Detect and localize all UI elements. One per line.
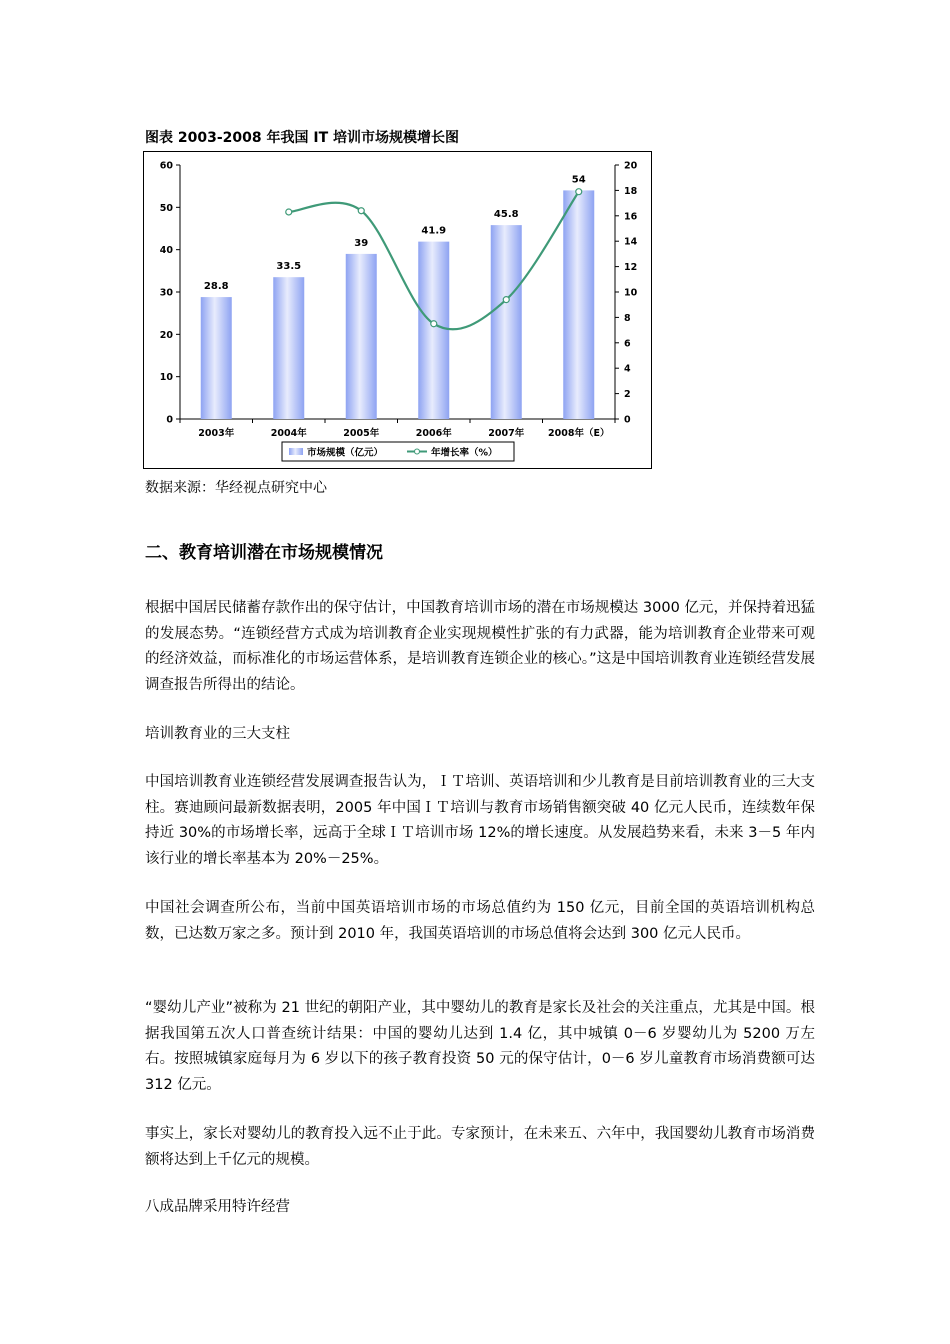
- y-tick-label-left: 50: [159, 202, 173, 214]
- bar-data-label: 54: [571, 174, 586, 186]
- y-tick-label-left: 10: [159, 372, 173, 384]
- subheading-franchise: 八成品牌采用特许经营: [145, 1199, 290, 1215]
- growth-rate-point: [503, 297, 509, 303]
- paragraph-three-pillars: 中国培训教育业连锁经营发展调查报告认为，ＩＴ培训、英语培训和少儿教育是目前培训教育业的三大支柱。赛迪顾问最新数据表明，2005 年中国ＩＴ培训与教育市场销售额突破 40 亿元人民币，连续数年保持近 30%的市场增长率，远高于全球ＩＴ培训市场 12%的增长速度。从发展趋势来看，未来 3－5 年内该行业的增长率基本为 20%－25%。: [145, 774, 815, 867]
- y-tick-label-left: 0: [166, 414, 173, 426]
- data-source: 数据来源：华经视点研究中心: [145, 480, 327, 496]
- y-tick-label-right: 18: [624, 185, 638, 197]
- y-tick-label-left: 30: [159, 287, 173, 299]
- paragraph-english-training: 中国社会调查所公布，当前中国英语培训市场的市场总值约为 150 亿元，目前全国的英语培训机构总数，已达数万家之多。预计到 2010 年，我国英语培训的市场总值将会达到 300 亿元人民币。: [145, 900, 815, 942]
- y-tick-label-right: 10: [624, 287, 638, 299]
- growth-rate-point: [286, 209, 292, 215]
- bar: [563, 190, 594, 419]
- bar-data-label: 41.9: [421, 225, 447, 237]
- y-tick-label-right: 2: [624, 389, 631, 401]
- market-size-chart: [144, 152, 653, 470]
- paragraph-parent-investment: 事实上，家长对婴幼儿的教育投入远不止于此。专家预计，在未来五、六年中，我国婴幼儿教育市场消费额将达到上千亿元的规模。: [145, 1126, 815, 1168]
- legend-label-line: 年增长率（%）: [431, 447, 498, 459]
- growth-rate-point: [431, 321, 437, 327]
- x-tick-label: 2006年: [415, 428, 452, 439]
- y-tick-label-right: 6: [624, 338, 631, 350]
- bar: [418, 242, 449, 419]
- section-heading: 二、教育培训潜在市场规模情况: [145, 543, 383, 563]
- y-tick-label-right: 20: [624, 160, 638, 172]
- legend-swatch-marker: [415, 449, 420, 454]
- x-tick-label: 2005年: [343, 428, 380, 439]
- paragraph-infant-education: “婴幼儿产业”被称为 21 世纪的朝阳产业，其中婴幼儿的教育是家长及社会的关注重点，尤其是中国。根据我国第五次人口普查统计结果：中国的婴幼儿达到 1.4 亿，其中城镇 0－6 岁婴幼儿为 5200 万左右。按照城镇家庭每月为 6 岁以下的孩子教育投资 50 元的保守估计，0－6 岁儿童教育市场消费额可达 312 亿元。: [145, 1000, 815, 1093]
- y-tick-label-left: 20: [159, 329, 173, 341]
- bar: [273, 277, 304, 419]
- y-tick-label-left: 40: [159, 245, 173, 257]
- growth-rate-point: [576, 189, 582, 195]
- x-tick-label: 2007年: [488, 428, 525, 439]
- growth-rate-point: [358, 208, 364, 214]
- bar-data-label: 28.8: [203, 281, 229, 293]
- legend-label-bar: 市场规模（亿元）: [307, 447, 384, 459]
- y-tick-label-right: 8: [624, 312, 631, 324]
- bar-data-label: 33.5: [276, 261, 302, 273]
- y-tick-label-right: 4: [624, 363, 631, 375]
- legend-swatch-bar: [289, 448, 303, 455]
- x-tick-label: 2004年: [270, 428, 307, 439]
- bar: [491, 225, 522, 419]
- y-tick-label-left: 60: [159, 160, 173, 172]
- y-tick-label-right: 0: [624, 414, 631, 426]
- bar: [201, 297, 232, 419]
- x-tick-label: 2008年（E）: [548, 428, 610, 439]
- figure-caption: 图表 2003-2008 年我国 IT 培训市场规模增长图: [145, 130, 459, 146]
- x-tick-label: 2003年: [198, 428, 235, 439]
- bar: [346, 254, 377, 419]
- y-tick-label-right: 16: [624, 211, 638, 223]
- y-tick-label-right: 12: [624, 262, 638, 274]
- subheading-three-pillars: 培训教育业的三大支柱: [145, 726, 290, 742]
- bar-data-label: 45.8: [493, 209, 519, 221]
- chart-container: [143, 151, 652, 469]
- paragraph-market-potential: 根据中国居民储蓄存款作出的保守估计，中国教育培训市场的潜在市场规模达 3000 亿元，并保持着迅猛的发展态势。“连锁经营方式成为培训教育企业实现规模性扩张的有力武器，能为培训教育企业带来可观的经济效益，而标准化的市场运营体系，是培训教育连锁企业的核心。”这是中国培训教育业连锁经营发展调查报告所得出的结论。: [145, 600, 815, 693]
- y-tick-label-right: 14: [624, 236, 638, 248]
- bar-data-label: 39: [354, 237, 369, 249]
